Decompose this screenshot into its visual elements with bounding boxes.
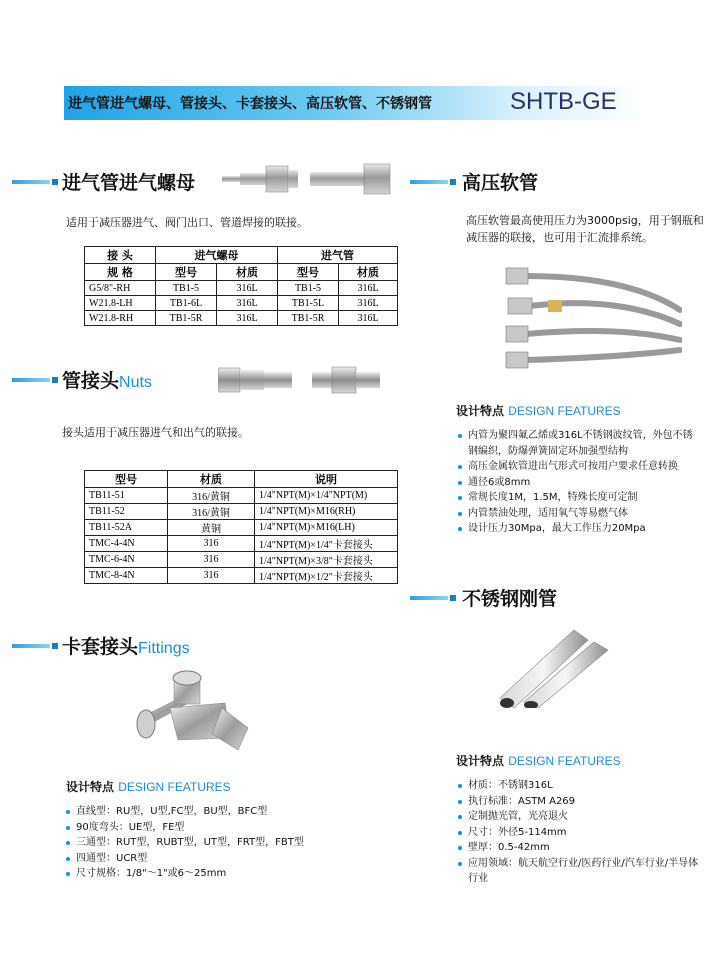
- list-item: [66, 835, 326, 851]
- table-cell: 316L: [339, 296, 398, 311]
- feat-title-en: DESIGN FEATURES: [508, 404, 621, 418]
- feat-title-cn: 设计特点: [456, 754, 505, 768]
- table-row: [85, 311, 398, 326]
- section-title-intake: 进气管进气螺母: [62, 172, 196, 194]
- list-item: [458, 809, 700, 825]
- intake-description: 适用于减压器进气、阀门出口、管道焊接的联接。: [66, 216, 308, 229]
- table-header: 型号: [278, 264, 339, 281]
- section-marker: [450, 179, 456, 185]
- nuts-spec-table: [84, 470, 398, 584]
- section-marker: [52, 377, 58, 383]
- table-header: 材质: [339, 264, 398, 281]
- feature-text: 高压金属软管进出气形式可按用户要求任意转换: [468, 461, 678, 472]
- table-cell: 316: [168, 552, 255, 568]
- feature-text: 材质：不锈钢316L: [468, 780, 553, 791]
- table-cell: W21.8-LH: [85, 296, 156, 311]
- table-cell: TMC-8-4N: [85, 568, 168, 584]
- nuts-image: [218, 362, 383, 398]
- table-cell: TB1-5: [278, 281, 339, 296]
- table-header: 材质: [168, 471, 255, 488]
- tube-feature-list: [458, 778, 700, 887]
- table-cell: 1/4"NPT(M)×1/2"卡套接头: [255, 568, 398, 584]
- feature-text: 尺寸：外径5-114mm: [468, 826, 567, 838]
- section-marker: [52, 643, 58, 649]
- fittings-title-en: Fittings: [138, 640, 190, 657]
- section-bar: [12, 378, 50, 382]
- feature-text: 内管为聚四氟乙烯或316L不锈钢波纹管，外包不锈钢编织，防爆弹簧固定环加强型结构: [468, 430, 693, 457]
- table-header: 型号: [156, 264, 217, 281]
- table-cell: TB1-6L: [156, 296, 217, 311]
- table-row: [85, 296, 398, 311]
- feat-title-en: DESIGN FEATURES: [118, 780, 231, 794]
- table-cell: 316/黄铜: [168, 504, 255, 520]
- section-bar: [12, 644, 50, 648]
- table-cell: 黄铜: [168, 520, 255, 536]
- list-item: [66, 851, 326, 867]
- table-cell: G5/8"-RH: [85, 281, 156, 296]
- tee-fitting-image: [130, 668, 260, 768]
- feature-text: 90度弯头：UE型，FE型: [76, 821, 185, 833]
- section-bar: [410, 596, 448, 600]
- feature-text: 壁厚：0.5-42mm: [468, 842, 550, 853]
- nuts-description: 接头适用于减压器进气和出气的联接。: [62, 426, 249, 439]
- table-cell: 1/4"NPT(M)×1/4"卡套接头: [255, 536, 398, 552]
- section-bar: [12, 180, 50, 184]
- table-cell: 316/黄铜: [168, 488, 255, 504]
- list-item: [458, 428, 700, 459]
- section-title-fittings: [62, 632, 190, 659]
- feature-text: 执行标准：ASTM A269: [468, 795, 576, 807]
- list-item: [458, 794, 700, 810]
- table-cell: TB11-51: [85, 488, 168, 504]
- table-cell: TB11-52A: [85, 520, 168, 536]
- feat-title-cn: 设计特点: [66, 780, 115, 794]
- list-item: [66, 820, 326, 836]
- hose-description: 高压软管最高使用压力为3000psig，用于钢瓶和减压器的联接，也可用于汇流排系统。: [466, 214, 704, 244]
- table-header: 说明: [255, 471, 398, 488]
- table-cell: TB1-5R: [156, 311, 217, 326]
- tube-features-title: [456, 752, 621, 769]
- table-header: 材质: [217, 264, 278, 281]
- feature-text: 定制抛光管，光亮退火: [468, 811, 568, 822]
- fittings-title-cn: 卡套接头: [62, 636, 139, 658]
- table-row: [85, 536, 398, 552]
- feature-text: 设计压力30Mpa，最大工作压力20Mpa: [468, 523, 646, 534]
- feature-text: 内管禁油处理，适用氧气等易燃气体: [468, 507, 628, 519]
- table-row: [85, 281, 398, 296]
- table-cell: TB11-52: [85, 504, 168, 520]
- table-cell: TMC-6-4N: [85, 552, 168, 568]
- section-marker: [52, 179, 58, 185]
- fittings-feature-list: [66, 804, 326, 882]
- list-item: [458, 825, 700, 841]
- table-cell: TB1-5: [156, 281, 217, 296]
- feature-text: 三通型：RUT型，RUBT型，UT型，FRT型，FBT型: [76, 837, 304, 848]
- section-title-hose: 高压软管: [462, 172, 539, 194]
- list-item: [458, 778, 700, 794]
- table-row: [85, 520, 398, 536]
- intake-spec-table: [84, 246, 398, 326]
- hose-features-title: [456, 402, 621, 419]
- intake-nut-image: [222, 160, 392, 198]
- banner-code: SHTB-GE: [510, 88, 617, 115]
- table-cell: TMC-4-4N: [85, 536, 168, 552]
- section-title-nuts: [62, 366, 152, 393]
- table-cell: 1/4"NPT(M)×M16(LH): [255, 520, 398, 536]
- table-cell: 316L: [217, 311, 278, 326]
- feature-text: 直线型：RU型，U型,FC型，BU型，BFC型: [76, 806, 268, 817]
- table-cell: 316L: [217, 281, 278, 296]
- table-header: 进气管: [278, 247, 398, 264]
- table-cell: W21.8-RH: [85, 311, 156, 326]
- feature-text: 四通型：UCR型: [76, 852, 148, 864]
- table-cell: 316L: [217, 296, 278, 311]
- steel-tube-image: [494, 624, 612, 708]
- feature-text: 通径6或8mm: [468, 476, 531, 488]
- table-cell: 316: [168, 568, 255, 584]
- list-item: [458, 521, 700, 537]
- table-row: [85, 568, 398, 584]
- list-item: [458, 506, 700, 522]
- section-marker: [450, 595, 456, 601]
- hose-feature-list: [458, 428, 700, 537]
- table-cell: TB1-5R: [278, 311, 339, 326]
- section-title-tube: 不锈钢刚管: [462, 588, 558, 610]
- table-cell: 316L: [339, 311, 398, 326]
- list-item: [66, 866, 326, 882]
- fittings-features-title: [66, 778, 231, 795]
- feat-title-en: DESIGN FEATURES: [508, 754, 621, 768]
- nuts-title-en: Nuts: [119, 374, 152, 391]
- table-cell: 316L: [339, 281, 398, 296]
- feat-title-cn: 设计特点: [456, 404, 505, 418]
- list-item: [66, 804, 326, 820]
- feature-text: 常规长度1M，1.5M，特殊长度可定制: [468, 492, 638, 503]
- list-item: [458, 840, 700, 856]
- table-row: [85, 552, 398, 568]
- table-header: 接 头: [85, 247, 156, 264]
- list-item: [458, 856, 700, 887]
- section-bar: [410, 180, 448, 184]
- table-header: 型号: [85, 471, 168, 488]
- banner-title: 进气管进气螺母、管接头、卡套接头、高压软管、不锈钢管: [68, 96, 432, 112]
- list-item: [458, 459, 700, 475]
- table-cell: 1/4"NPT(M)×3/8"卡套接头: [255, 552, 398, 568]
- feature-text: 应用领域：航天航空行业/医药行业/汽车行业/半导体行业: [468, 857, 699, 884]
- table-row: [85, 504, 398, 520]
- hose-image: [486, 258, 682, 378]
- list-item: [458, 475, 700, 491]
- list-item: [458, 490, 700, 506]
- nuts-title-cn: 管接头: [62, 370, 120, 392]
- table-cell: 316: [168, 536, 255, 552]
- table-row: [85, 488, 398, 504]
- table-cell: 1/4"NPT(M)×M16(RH): [255, 504, 398, 520]
- table-cell: 1/4"NPT(M)×1/4"NPT(M): [255, 488, 398, 504]
- feature-text: 尺寸规格：1/8"～1"或6～25mm: [76, 868, 227, 879]
- table-cell: TB1-5L: [278, 296, 339, 311]
- table-header: 规 格: [85, 264, 156, 281]
- table-header: 进气螺母: [156, 247, 278, 264]
